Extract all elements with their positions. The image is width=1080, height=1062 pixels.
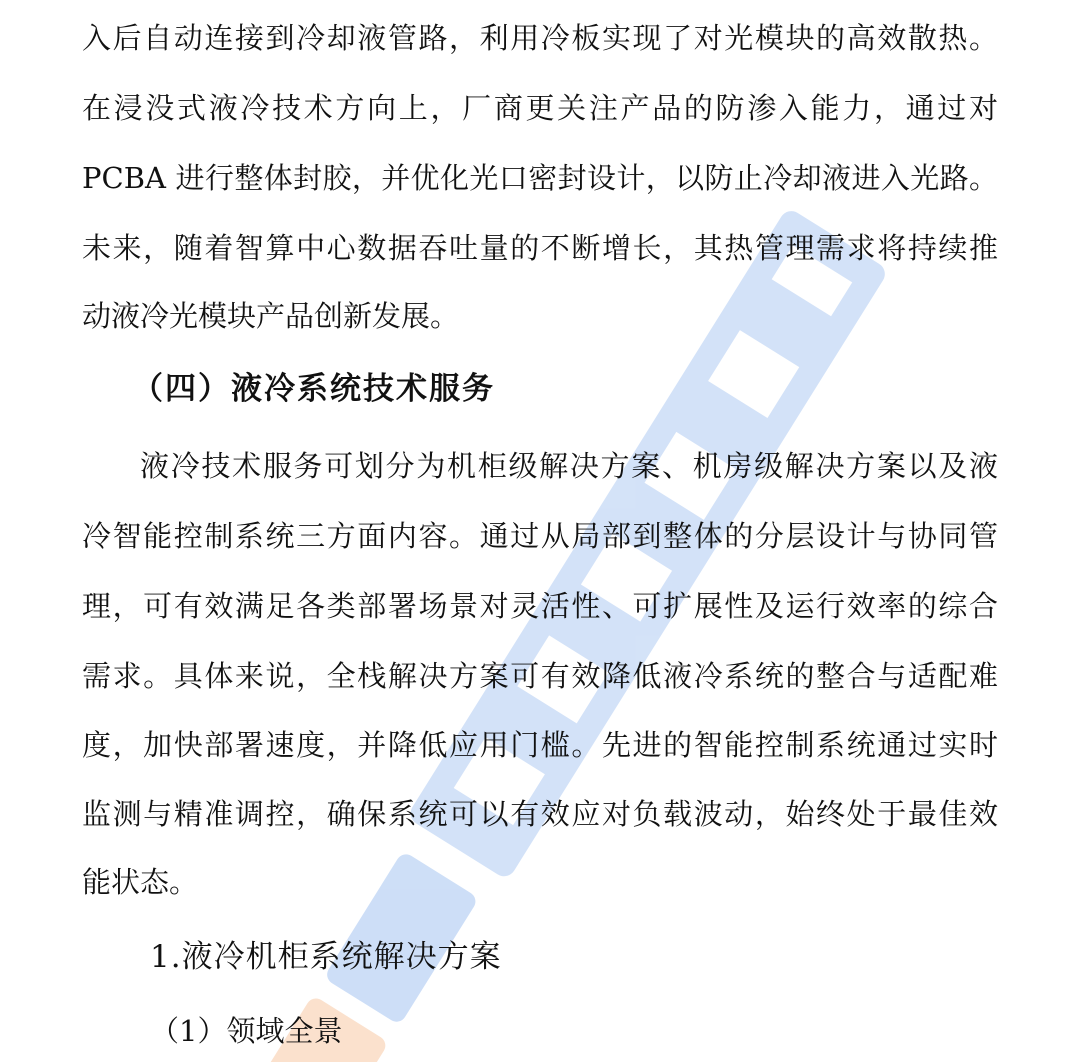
section-heading: （四）液冷系统技术服务 xyxy=(132,371,495,407)
paragraph-1-line-1: 入后自动连接到冷却液管路，利用冷板实现了对光模块的高效散热。 xyxy=(82,21,998,55)
paragraph-2-line-3: 理，可有效满足各类部署场景对灵活性、可扩展性及运行效率的综合 xyxy=(82,589,998,623)
paragraph-1-line-4: 未来，随着智算中心数据吞吐量的不断增长，其热管理需求将持续推 xyxy=(82,231,998,265)
subsection-heading: 1.液冷机柜系统解决方案 xyxy=(150,939,502,975)
paragraph-2-line-2: 冷智能控制系统三方面内容。通过从局部到整体的分层设计与协同管 xyxy=(82,519,998,553)
paragraph-2-line-6: 监测与精准调控，确保系统可以有效应对负载波动，始终处于最佳效 xyxy=(82,797,998,831)
paragraph-2-line-5: 度，加快部署速度，并降低应用门槛。先进的智能控制系统通过实时 xyxy=(82,728,998,762)
paragraph-2-line-4: 需求。具体来说，全栈解决方案可有效降低液冷系统的整合与适配难 xyxy=(82,659,998,693)
paragraph-2-line-7: 能状态。 xyxy=(82,865,199,899)
subsubsection-heading: （1）领域全景 xyxy=(150,1014,343,1048)
paragraph-1-line-5: 动液冷光模块产品创新发展。 xyxy=(82,299,460,333)
paragraph-2-line-1: 液冷技术服务可划分为机柜级解决方案、机房级解决方案以及液 xyxy=(140,449,998,483)
paragraph-1-line-3: PCBA 进行整体封胶，并优化光口密封设计，以防止冷却液进入光路。 xyxy=(82,161,998,195)
paragraph-1-line-2: 在浸没式液冷技术方向上，厂商更关注产品的防渗入能力，通过对 xyxy=(82,91,998,125)
